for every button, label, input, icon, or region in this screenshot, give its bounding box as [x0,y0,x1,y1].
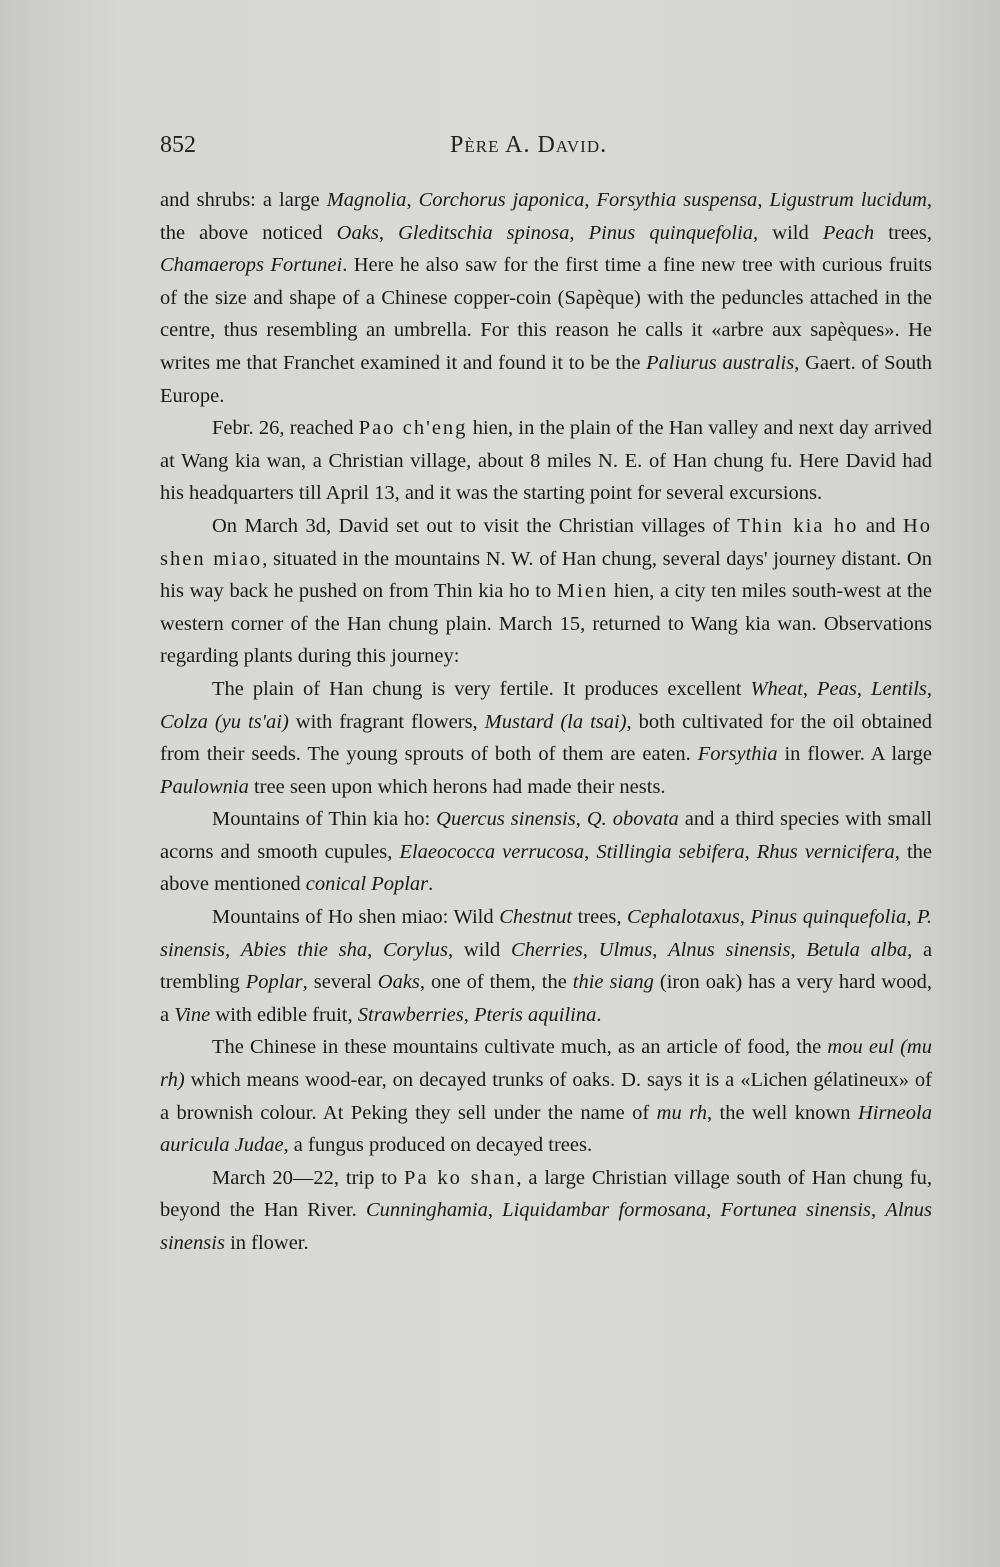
spaced-text: Pao ch'eng [358,417,468,440]
text-run: , [487,1199,503,1222]
text-run: , the well known [707,1101,858,1124]
text-run: , [802,677,818,700]
text-run: , [706,1199,721,1222]
italic-text: Forsythia suspensa [596,189,758,211]
italic-text: Colza (yu ts'ai) [160,710,289,733]
italic-text: Mustard (la tsai) [484,710,627,733]
page-number: 852 [160,132,196,158]
text-run: (iron oak) has a very hard wood, a [160,971,933,1026]
italic-text: Paliurus australis [646,351,795,374]
text-run: Febr. 26, reached [212,417,359,440]
text-run: , one of them, the [419,971,573,994]
text-run: , both cultivated for the oil obtained from their seeds. The young sprouts of both of them are eaten. [160,710,932,766]
text-run: trees, [874,221,933,244]
text-run: March 20—22, trip to [212,1166,405,1189]
italic-text: Elaeococca verrucosa [399,840,585,863]
italic-text: Abies thie sha [240,938,368,961]
text-run: and a third species with small acorns and smooth cupules, [160,808,932,863]
text-run: . Here he also saw for the first time a fine new tree with curious fruits of the size and shape of a Chinese copper-coin (Sapèque) with the peduncles attached in the centre, thus resembling an umbrella. For this reason he calls it «arbre aux sapèques». He writes me that Franchet examined it and found it to be the [160,254,932,374]
spaced-text: Thin kia ho [737,514,859,537]
italic-text: Cunninghamia [365,1199,488,1222]
text-run: , [926,677,933,700]
paragraph [160,673,932,803]
running-head: Père A. David. [450,132,608,158]
text-run: which means wood-ear, on decayed trunks of oaks. D. says it is a «Lichen gélatineux» of a brownish colour. At Peking they sell under the name of [160,1069,932,1124]
text-run: , [406,189,419,211]
text-run: The Chinese in these mountains cultivate much, as an article of food, the [212,1036,828,1059]
text-run: in flower. [224,1232,309,1254]
page-header [160,128,930,168]
text-run: , [463,1003,474,1026]
text-run: , [757,189,770,211]
paragraph [160,901,932,1031]
text-run: . [596,1003,602,1026]
italic-text: Ulmus [598,938,653,961]
italic-text: Paulownia [160,775,249,798]
italic-text: Betula alba [806,938,908,961]
text-run: and [858,514,903,537]
italic-text: Fortunea sinensis [720,1199,871,1222]
spaced-text: Pa ko shan [404,1166,517,1189]
italic-text: Oaks [377,971,420,994]
text-run: , the above mentioned [160,840,933,896]
paragraph [160,184,932,412]
paragraph [160,1031,932,1161]
text-run: trees, [572,906,628,929]
text-run: . [428,873,434,896]
italic-text: Peach [822,221,875,244]
italic-text: Pteris aquilina [473,1003,597,1026]
text-run: Mountains of Thin kia ho: [212,808,437,831]
paragraph [160,412,932,510]
text-run: hien, in the plain of the Han valley and next day arrived at Wang kia wan, a Christian village, about 8 miles N. E. of Han chung fu. Here David had his headquarters till April 13, and it was the starting point for several excursions. [160,417,932,505]
text-run: with edible fruit, [210,1003,358,1026]
italic-text: Wheat [750,677,803,700]
italic-text: Oaks [336,221,379,244]
paragraph [160,803,932,901]
text-run: with fragrant flowers, [288,710,485,733]
italic-text: Corchorus japonica [418,189,585,211]
italic-text: Hirneola auricula Judae [160,1101,932,1157]
body-text [160,184,932,1260]
italic-text: Lentils [871,677,927,700]
text-run: , [870,1199,886,1222]
italic-text: Chamaerops Fortunei [160,254,343,277]
italic-text: Chestnut [499,906,573,929]
text-run: , [575,808,587,831]
italic-text: Liquidambar formosana [502,1199,707,1222]
italic-text: Poplar [245,971,303,994]
italic-text: P. sinensis [160,906,933,961]
text-run: , [584,840,597,863]
text-run: , [906,906,918,929]
italic-text: Q. obovata [586,808,679,831]
text-run: , [584,189,597,211]
text-run: , [224,938,241,961]
text-run: , a large Christian village south of Han chung fu, beyond the Han River. [160,1166,933,1222]
text-run: , the above noticed [160,189,933,244]
italic-text: Ligustrum lucidum [769,189,927,211]
text-run: On March 3d, David set out to visit the Christian villages of [212,514,738,537]
italic-text: Gleditschia spinosa [398,221,570,244]
italic-text: mou eul (mu rh) [160,1036,932,1092]
italic-text: thie siang [572,971,654,994]
italic-text: Rhus vernicifera [756,840,895,863]
paragraph [160,1162,932,1260]
text-run: , [744,840,757,863]
italic-text: Peas [817,677,857,700]
text-run: and shrubs: a large [160,189,327,211]
text-run: tree seen upon which herons had made their nests. [248,775,666,798]
italic-text: Pinus quinquefolia [588,221,754,244]
italic-text: Corylus [383,938,448,961]
text-run: , a fungus produced on decayed trees. [283,1134,593,1157]
italic-text: Alnus sinensis [668,938,791,961]
italic-text: Alnus sinensis [160,1199,932,1254]
italic-text: Forsythia [697,743,778,766]
italic-text: mu rh [656,1101,707,1124]
text-run: Mountains of Ho shen miao: Wild [212,906,500,929]
italic-text: Strawberries [357,1003,464,1026]
text-run: , several [302,971,378,994]
spaced-text: Ho shen miao [160,514,932,570]
text-run: , [790,938,807,961]
text-run: , Gaert. of South Europe. [160,351,933,407]
text-run: The plain of Han chung is very fertile. It produces excellent [212,677,751,700]
paragraph [160,510,932,673]
text-run: , [367,938,383,961]
text-run: hien, a city ten miles south-west at the western corner of the Han chung plain. March 15, returned to Wang kia wan. Observations regarding plants during this journey: [160,580,933,668]
text-run: , wild [753,221,823,244]
italic-text: Stillingia sebifera [596,840,745,863]
text-run: , [856,677,872,700]
text-run: , [569,221,589,244]
text-run: , [652,938,669,961]
spaced-text: Mien [556,580,609,603]
text-run: in flower. A large [777,743,932,766]
text-run: , wild [447,938,512,961]
italic-text: Pinus quinquefolia [750,906,907,929]
italic-text: Magnolia [326,189,407,211]
text-run: , a trembling [160,938,933,994]
italic-text: Vine [174,1003,211,1026]
text-run: , situated in the mountains N. W. of Han chung, several days' journey distant. On his way back he pushed on from Thin kia ho to [160,547,932,603]
italic-text: conical Poplar [305,873,429,896]
text-run: , [378,221,399,244]
text-run: , [739,906,751,929]
italic-text: Cephalotaxus [627,906,740,929]
italic-text: Cherries [511,938,583,961]
text-run: , [582,938,599,961]
italic-text: Quercus sinensis [436,808,576,831]
